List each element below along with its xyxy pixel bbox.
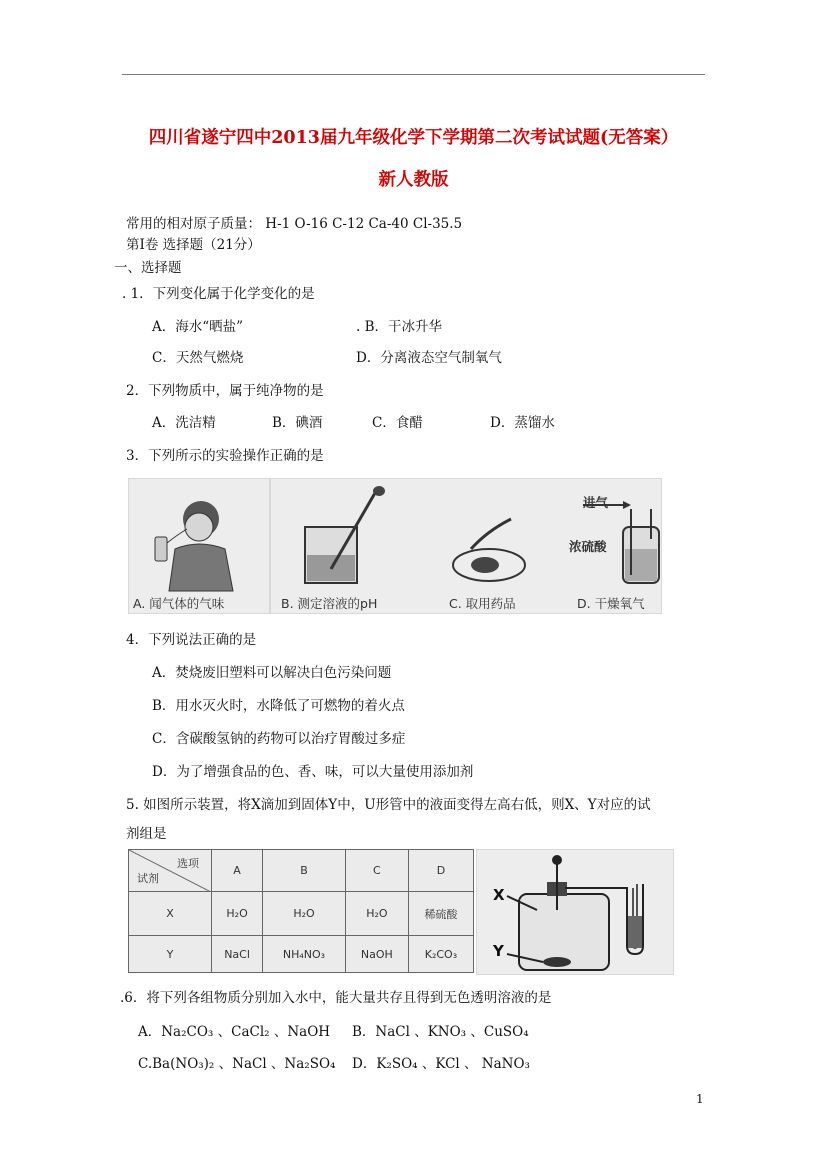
row-label-x: X [129,892,212,936]
q1-option-a: A．海水“晒盐” [152,319,244,335]
u-tube-drawing [477,850,673,974]
corner-top-label: 选项 [177,857,199,870]
table-header-d: D [408,850,473,892]
apparatus-label-y: Y [493,942,504,960]
q3-image-a [128,478,270,614]
apparatus-label-x: X [493,886,505,904]
table-header-a: A [212,850,263,892]
q3-caption-b: B. 测定溶液的pH [281,596,378,611]
cell-x-b: H₂O [263,892,346,936]
cell-x-a: H₂O [212,892,263,936]
q1-option-d: D．分离液态空气制氧气 [356,350,502,366]
cell-y-b: NH₄NO₃ [263,936,346,973]
q2-option-c: C．食醋 [372,415,423,431]
q1-option-b: . B．干冰升华 [356,319,443,335]
page-number: 1 [696,1092,704,1106]
q3-label-gas-in: 进气 [583,495,609,510]
q5-stem-line1: 5. 如图所示装置，将X滴加到固体Y中，U形管中的液面变得左高右低，则X、Y对应的试 [126,797,651,813]
q5-stem-line2: 剂组是 [126,826,167,842]
q3-caption-c: C. 取用药品 [449,596,516,611]
table-corner-cell [129,850,212,892]
table-header-c: C [345,850,408,892]
q3-stem: 3．下列所示的实验操作正确的是 [126,448,324,464]
q4-option-d: D．为了增强食品的色、香、味，可以大量使用添加剂 [152,764,474,780]
atomic-masses: 常用的相对原子质量： H-1 O-16 C-12 Ca-40 Cl-35.5 [126,216,463,232]
q6-option-c: C.Ba(NO₃)₂ 、NaCl 、Na₂SO₄ [138,1056,336,1072]
q6-stem: .6．将下列各组物质分别加入水中，能大量共存且得到无色透明溶液的是 [120,990,552,1006]
q2-stem: 2．下列物质中，属于纯净物的是 [126,383,324,399]
q6-option-b: B．NaCl 、KNO₃ 、CuSO₄ [352,1024,529,1040]
q4-option-b: B．用水灭火时，水降低了可燃物的着火点 [152,698,405,714]
cell-x-c: H₂O [345,892,408,936]
q4-stem: 4．下列说法正确的是 [126,632,257,648]
exam-title: 四川省遂宁四中2013届九年级化学下学期第二次考试试题(无答案） [148,128,679,148]
reagent-table [128,849,474,973]
q3-caption-d: D. 干燥氧气 [577,596,645,611]
q3-image-bcd [270,478,662,614]
q3-label-acid: 浓硫酸 [569,539,607,554]
table-row-x [129,892,474,936]
q3-caption-a: A. 闻气体的气味 [133,596,225,611]
smelling-gas-drawing [129,479,269,613]
q6-option-d: D．K₂SO₄ 、KCl 、 NaNO₃ [352,1056,530,1072]
part-title: 一、选择题 [114,260,182,276]
cell-y-d: K₂CO₃ [408,936,473,973]
q1-stem: . 1．下列变化属于化学变化的是 [122,286,315,302]
cell-y-a: NaCl [212,936,263,973]
header-rule [122,74,705,75]
q4-option-c: C．含碳酸氢钠的药物可以治疗胃酸过多症 [152,731,406,747]
row-label-y: Y [129,936,212,973]
table-row-y [129,936,474,973]
q4-option-a: A．焚烧废旧塑料可以解决白色污染问题 [152,665,392,681]
q2-option-a: A．洗洁精 [152,415,216,431]
q1-option-c: C．天然气燃烧 [152,350,244,366]
q2-option-d: D．蒸馏水 [490,415,555,431]
exam-subtitle: 新人教版 [378,170,449,190]
table-header-b: B [263,850,346,892]
cell-x-d: 稀硫酸 [408,892,473,936]
cell-y-c: NaOH [345,936,408,973]
q2-option-b: B．碘酒 [272,415,323,431]
u-tube-apparatus-image [476,849,674,975]
corner-bottom-label: 试剂 [137,872,159,885]
section-header: 第Ⅰ卷 选择题（21分） [126,237,261,253]
q6-option-a: A．Na₂CO₃ 、CaCl₂ 、NaOH [138,1024,331,1040]
